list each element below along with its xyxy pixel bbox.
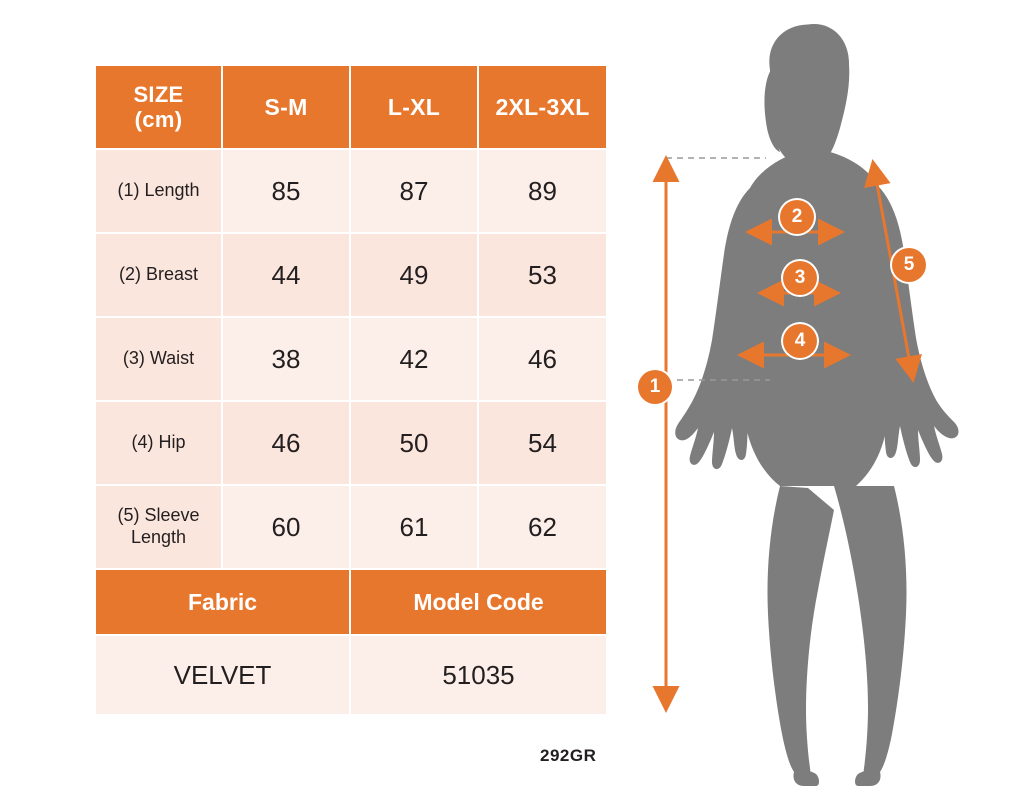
size-table [94,64,608,716]
cell-waist-2xl3xl: 46 [478,317,607,401]
value-model-code: 51035 [350,635,607,715]
row-label-length: (1) Length [95,149,222,233]
cell-length-sm: 85 [222,149,350,233]
cell-sleeve-sm: 60 [222,485,350,569]
cell-hip-2xl3xl: 54 [478,401,607,485]
row-label-sleeve-line1: (5) Sleeve [117,505,200,526]
header-size-line1: SIZE [133,81,184,107]
row-label-sleeve-line2: Length [130,527,187,547]
marker-1-length: 1 [638,370,672,404]
table-footer-row [95,635,607,715]
female-silhouette [675,24,958,786]
cell-hip-sm: 46 [222,401,350,485]
figure-svg [620,10,1020,800]
marker-5-sleeve-length: 5 [892,248,926,282]
cell-breast-lxl: 49 [350,233,478,317]
header-size-line2: (cm) [134,107,183,132]
cell-breast-sm: 44 [222,233,350,317]
cell-length-lxl: 87 [350,149,478,233]
table-row [95,149,607,233]
table-row [95,485,607,569]
cell-length-2xl3xl: 89 [478,149,607,233]
table-row [95,233,607,317]
marker-4-hip: 4 [783,324,817,358]
header-col-1: L-XL [350,65,478,149]
row-label-hip: (4) Hip [95,401,222,485]
marker-2-breast: 2 [780,200,814,234]
cell-sleeve-lxl: 61 [350,485,478,569]
size-table-container [94,64,598,716]
row-label-sleeve-length [95,485,222,569]
subheader-model-code: Model Code [350,569,607,635]
header-col-0: S-M [222,65,350,149]
cell-hip-lxl: 50 [350,401,478,485]
cell-sleeve-2xl3xl: 62 [478,485,607,569]
subheader-fabric: Fabric [95,569,350,635]
table-row [95,401,607,485]
cell-breast-2xl3xl: 53 [478,233,607,317]
table-row [95,317,607,401]
row-label-breast: (2) Breast [95,233,222,317]
cell-waist-lxl: 42 [350,317,478,401]
table-subheader-row [95,569,607,635]
cell-waist-sm: 38 [222,317,350,401]
marker-3-waist: 3 [783,261,817,295]
header-col-2: 2XL-3XL [478,65,607,149]
table-header-row [95,65,607,149]
row-label-waist: (3) Waist [95,317,222,401]
header-size-cell [95,65,222,149]
measurement-figure [620,10,1020,800]
code-note: 292GR [540,746,597,765]
value-fabric: VELVET [95,635,350,715]
